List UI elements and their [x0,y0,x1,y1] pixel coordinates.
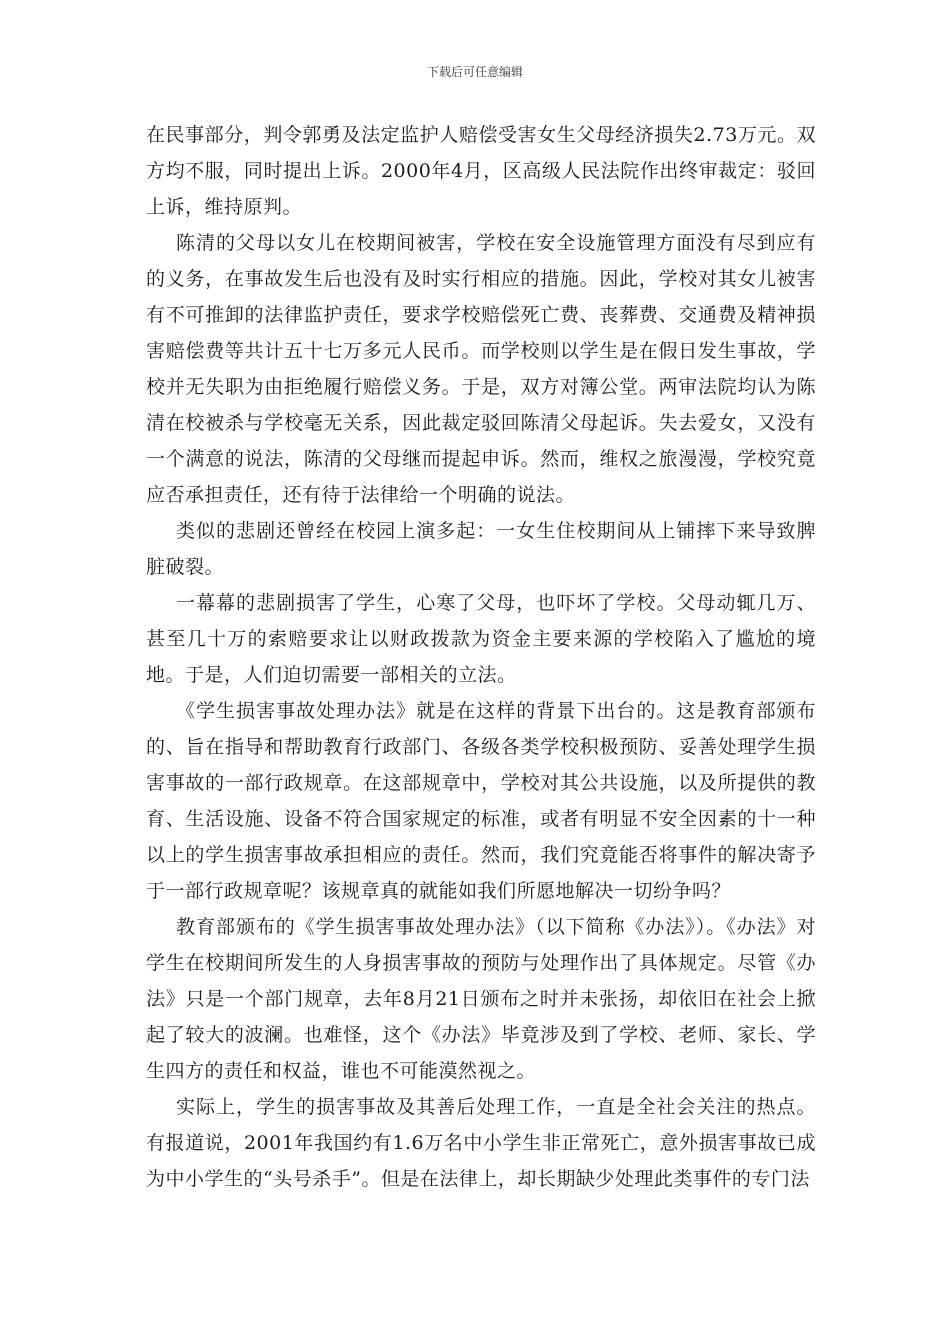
paragraph: 类似的悲剧还曾经在校园上演多起：一女生住校期间从上铺摔下来导致脾脏破裂。 [146,520,816,578]
paragraph: 实际上，学生的损害事故及其善后处理工作，一直是全社会关注的热点。有报道说，2001年我国约有1.6万名中小学生非正常死亡，意外损害事故已成为中小学生的“头号杀手”。但是在法律上，却长期缺少处理此类事件的专门法 [146,1096,816,1190]
paragraph: 《学生损害事故处理办法》就是在这样的背景下出台的。这是教育部颁布的、旨在指导和帮助教育行政部门、各级各类学校积极预防、妥善处理学生损害事故的一部行政规章。在这部规章中，学校对其公共设施，以及所提供的教育、生活设施、设备不符合国家规定的标准，或者有明显不安全因素的十一种以上的学生损害事故承担相应的责任。然而，我们究竟能否将事件的解决寄予于一部行政规章呢？该规章真的就能如我们所愿地解决一切纷争吗？ [146,700,816,902]
paragraph: 陈清的父母以女儿在校期间被害，学校在安全设施管理方面没有尽到应有的义务，在事故发生后也没有及时实行相应的措施。因此，学校对其女儿被害有不可推卸的法律监护责任，要求学校赔偿死亡费、丧葬费、交通费及精神损害赔偿费等共计五十七万多元人民币。而学校则以学生是在假日发生事故，学校并无失职为由拒绝履行赔偿义务。于是，双方对簿公堂。两审法院均认为陈清在校被杀与学校毫无关系，因此裁定驳回陈清父母起诉。失去爱女，又没有一个满意的说法，陈清的父母继而提起申诉。然而，维权之旅漫漫，学校究竟应否承担责任，还有待于法律给一个明确的说法。 [146,232,816,506]
paragraph: 教育部颁布的《学生损害事故处理办法》（以下简称《办法》）。《办法》对学生在校期间所发生的人身损害事故的预防与处理作出了具体规定。尽管《办法》只是一个部门规章，去年8月21日颁布之时并未张扬，却依旧在社会上掀起了较大的波澜。也难怪，这个《办法》毕竟涉及到了学校、老师、家长、学生四方的责任和权益，谁也不可能漠然视之。 [146,916,816,1082]
paragraph: 在民事部分，判令郭勇及法定监护人赔偿受害女生父母经济损失2.73万元。双方均不服，同时提出上诉。2000年4月，区高级人民法院作出终审裁定：驳回上诉，维持原判。 [146,124,816,218]
paragraph: 一幕幕的悲剧损害了学生，心寒了父母，也吓坏了学校。父母动辄几万、甚至几十万的索赔要求让以财政拨款为资金主要来源的学校陷入了尴尬的境地。于是，人们迫切需要一部相关的立法。 [146,592,816,686]
page-header: 下载后可任意编辑 [426,65,523,79]
document-body [146,117,816,1197]
